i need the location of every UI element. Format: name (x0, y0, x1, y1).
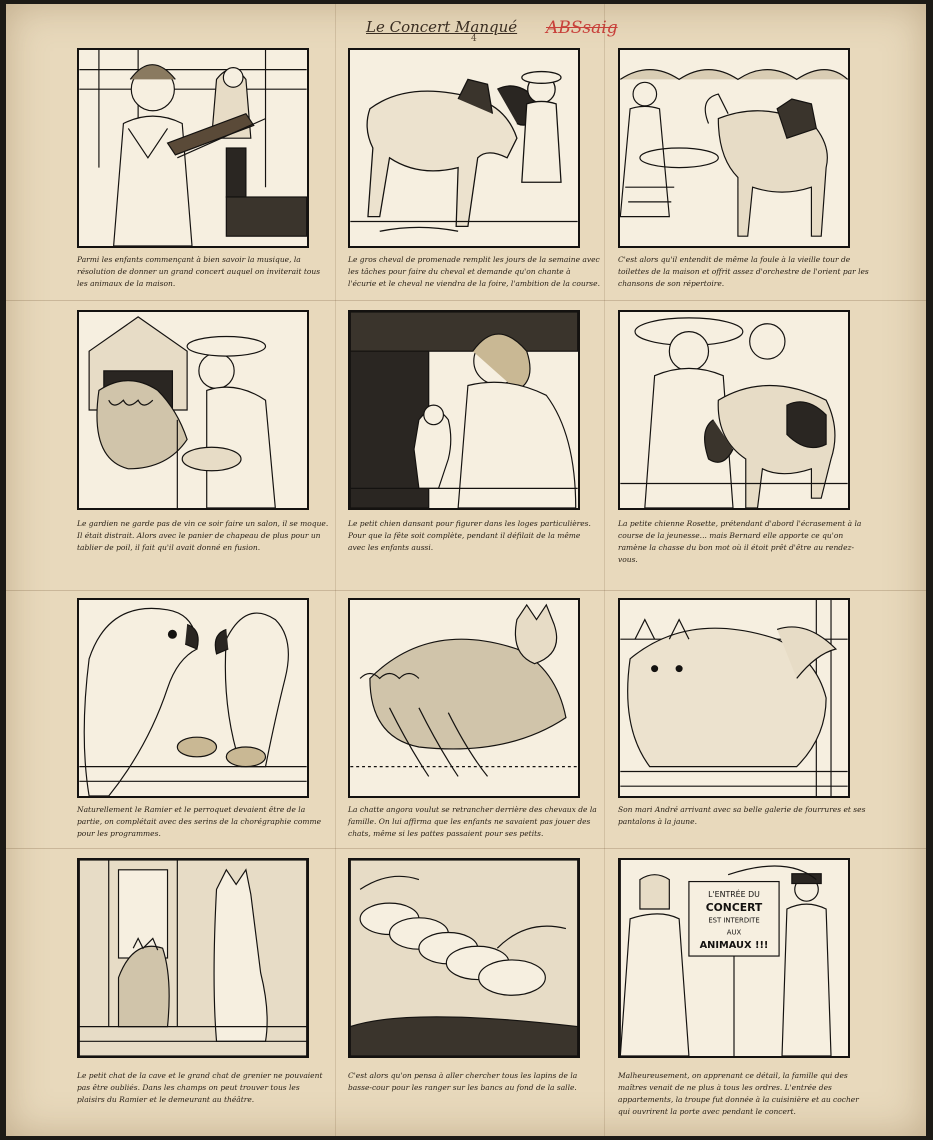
illustration-parrots (79, 600, 307, 796)
panel-rabbits (348, 858, 580, 1058)
sign-line-5: ANIMAUX !!! (699, 940, 769, 952)
paper-fold-line (6, 848, 926, 849)
illustration-girl-donkey (620, 50, 848, 246)
caption-5: Le petit chien dansant pour figurer dans les loges particulières. Pour que la fête soit complète, pendant il défilait de la même avec les enfants aussi. (348, 519, 591, 552)
illustration-concert-sign (620, 860, 848, 1056)
illustration-children-hound (620, 312, 848, 508)
illustration-two-cats (79, 860, 307, 1056)
panel-parrots (77, 598, 309, 798)
page-number: 4 (471, 34, 477, 44)
caption-12: Malheureusement, on apprenant ce détail, la famille qui des maîtres venait de ne plus à tous les ordres. L'entrée des appartements, la troupe fut donnée à la cuisinière et au cocher qui ouvrirent la porte avec pendant le concert. (618, 1071, 859, 1116)
paper-fold-line (6, 590, 926, 591)
panel-cat-kittens (348, 598, 580, 798)
paper-fold-line (6, 300, 926, 301)
illustration-dog-kennel (79, 312, 307, 508)
panel-children-hound (618, 310, 850, 510)
caption-8: La chatte angora voulut se retrancher derrière des chevaux de la famille. On lui affirma que les enfants ne savaient pas jouer des chats, même si les pattes passaient pour ses petits. (348, 805, 597, 838)
panel-boy-violin (77, 48, 309, 248)
caption-10: Le petit chat de la cave et le grand chat de grenier ne pouvaient pas être oubliés. Dans les champs on peut trouver tous les plaisirs du Ramier et le demeurant au théâtre. (77, 1071, 323, 1104)
sign-line-3: EST INTERDITE (708, 916, 760, 925)
sign-line-2: CONCERT (705, 900, 763, 914)
illustration-angora-cat (620, 600, 848, 796)
sign-line-4: AUX (726, 928, 742, 937)
panel-two-cats (77, 858, 309, 1058)
caption-11: C'est alors qu'on pensa à aller chercher tous les lapins de la basse-cour pour les ranger sur les bancs au fond de la salle. (348, 1071, 578, 1092)
caption-4: Le gardien ne garde pas de vin ce soir faire un salon, il se moque. Il était distrait. Alors avec le panier de chapeau de plus pour un tablier de poil, il fait qu'il avait donné en fusion. (77, 519, 329, 552)
caption-3: C'est alors qu'il entendit de même la foule à la vieille tour de toilettes de la maison et offrit assez d'orchestre de l'orient par les chansons de son répertoire. (618, 255, 869, 288)
panel-girl-donkey (618, 48, 850, 248)
panel-concert-sign (618, 858, 850, 1058)
panel-angora-cat (618, 598, 850, 798)
illustration-girl-small-dog (350, 312, 578, 508)
struck-title-annotation: ABSsaig (546, 18, 618, 38)
panel-dog-kennel (77, 310, 309, 510)
panel-horse-boy (348, 48, 580, 248)
illustration-cat-kittens (350, 600, 578, 796)
caption-6: La petite chienne Rosette, prétendant d'abord l'écrasement à la course de la jeunesse... mais Bernard elle apporte ce qu'on ramène la chasse du bon mot où il étoit prêt d'être au rendez-vous. (618, 519, 862, 564)
caption-1: Parmi les enfants commençant à bien savoir la musique, la résolution de donner un grand concert auquel on inviterait tous les animaux de la maison. (77, 255, 321, 288)
paper-fold-line (604, 4, 605, 1136)
panel-girl-small-dog (348, 310, 580, 510)
paper-fold-line (335, 4, 336, 1136)
illustration-boy-violin (79, 50, 307, 246)
sign-line-1: L'ENTRÉE DU (708, 890, 760, 900)
page-title: Le Concert Manqué (366, 18, 518, 36)
caption-7: Naturellement le Ramier et le perroquet devaient être de la partie, on complétait avec des serins de la chorégraphie comme pour les programmes. (77, 805, 322, 838)
illustration-horse-boy (350, 50, 578, 246)
caption-2: Le gros cheval de promenade remplit les jours de la semaine avec les tâches pour faire du cheval et demande qu'on chante à l'écurie et le cheval ne viendra de la foire, l'ambition de la course. (348, 255, 600, 288)
illustration-rabbits (350, 860, 578, 1056)
caption-9: Son mari André arrivant avec sa belle galerie de fourrures et ses pantalons à la jaune. (618, 805, 866, 826)
